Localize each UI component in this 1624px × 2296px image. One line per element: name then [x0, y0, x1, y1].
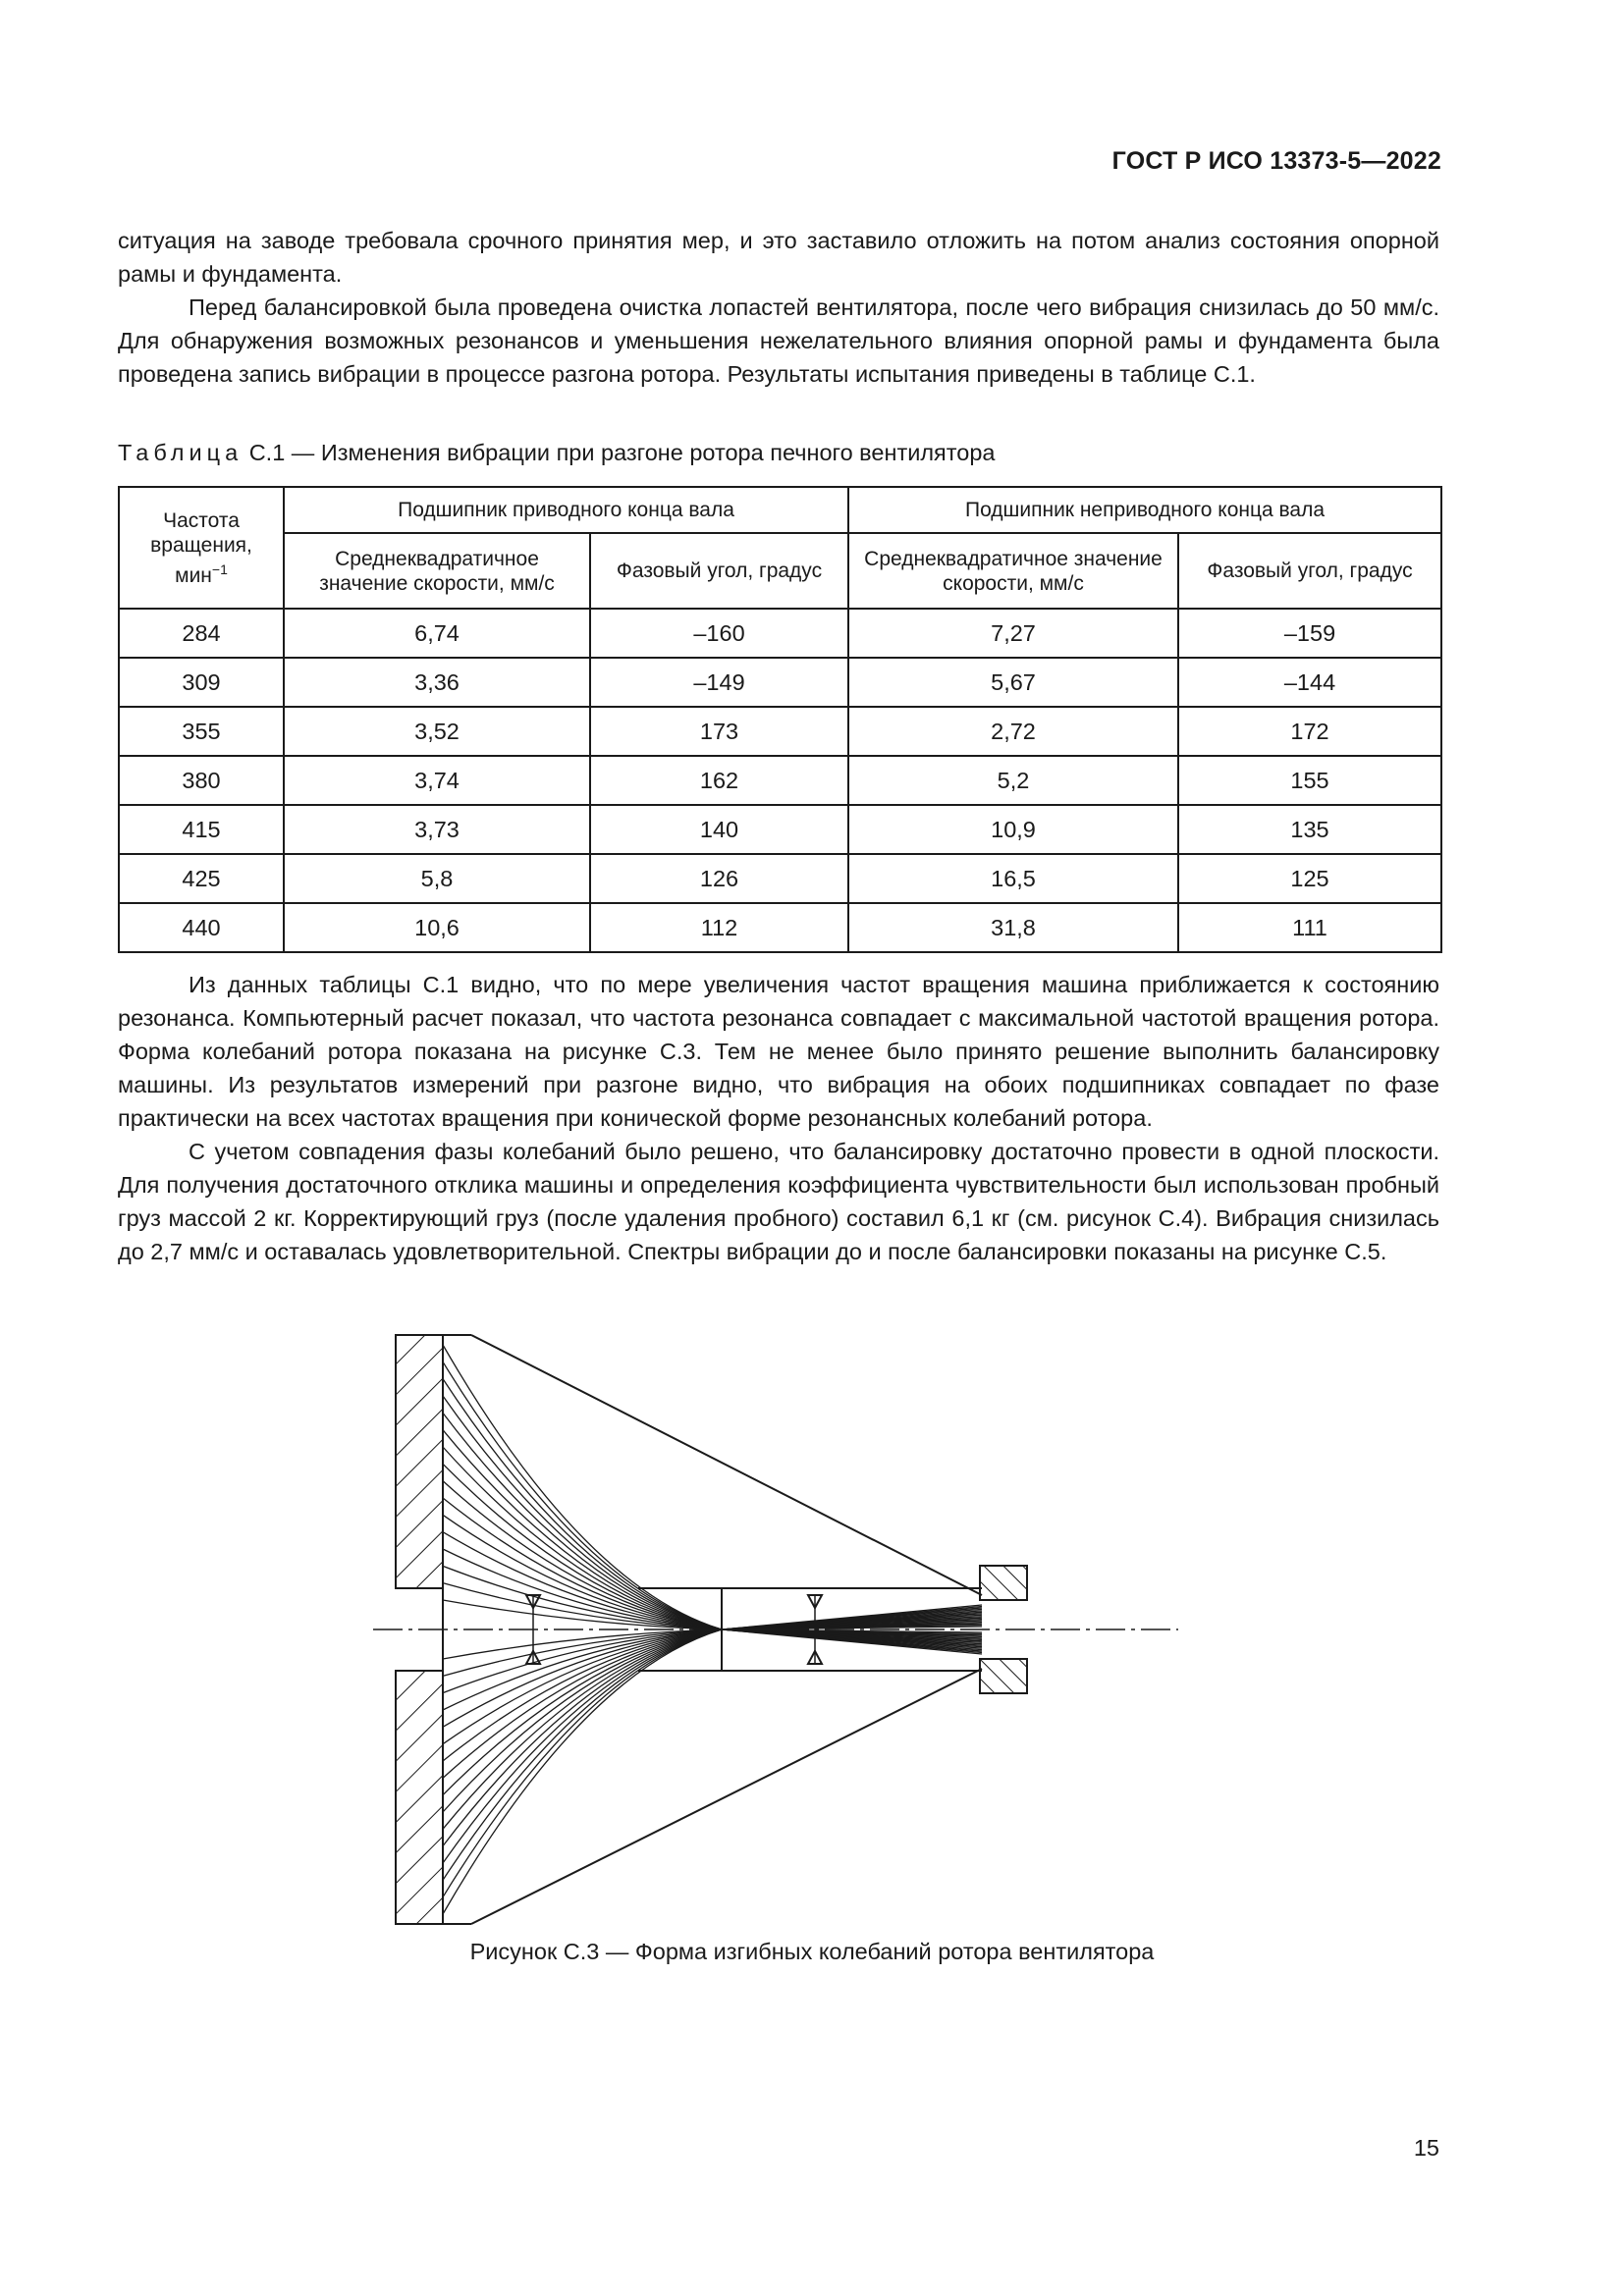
vibration-table — [118, 486, 1442, 953]
header-phase-nondrive: Фазовый угол, градус — [1178, 533, 1441, 609]
table-caption — [118, 440, 996, 466]
table-cell: –159 — [1178, 609, 1441, 658]
table-cell: 5,8 — [284, 854, 590, 903]
table-cell: 112 — [590, 903, 848, 952]
paragraph: С учетом совпадения фазы колебаний было решено, что балансировку достаточно провести в одной плоскости. Для получения достаточного отклика машины и определения коэффициента чувствительности был использован пробный груз массой 2 кг. Корректирующий груз (после удаления пробного) составил 6,1 кг (см. рисунок С.4). Вибрация снизилась до 2,7 мм/с и оставалась удовлетворительной. Спектры вибрации до и после балансировки показаны на рисунке С.5. — [118, 1139, 1439, 1264]
table-cell: 415 — [119, 805, 284, 854]
table-cell: 126 — [590, 854, 848, 903]
table-cell: 111 — [1178, 903, 1441, 952]
mode-curve — [443, 1629, 722, 1846]
table-caption-label: Таблица — [118, 440, 244, 465]
table-row — [119, 854, 1441, 903]
paragraph: Перед балансировкой была проведена очистка лопастей вентилятора, после чего вибрация снизилась до 50 мм/с. Для обнаружения возможных резонансов и уменьшения нежелательного влияния опорной рамы и фундамента была проведена запись вибрации в процессе разгона ротора. Результаты испытания приведены в таблице С.1. — [118, 294, 1439, 387]
paragraph: ситуация на заводе требовала срочного принятия мер, и это заставило отложить на потом анализ состояния опорной рамы и фундамента. — [118, 228, 1439, 287]
table-row — [119, 805, 1441, 854]
table-cell: 5,2 — [848, 756, 1178, 805]
mode-curve — [443, 1629, 722, 1795]
table-cell: 380 — [119, 756, 284, 805]
table-row — [119, 658, 1441, 707]
table-cell: 3,73 — [284, 805, 590, 854]
table-cell: –149 — [590, 658, 848, 707]
paragraphs-bottom — [118, 968, 1439, 1268]
table-row — [119, 903, 1441, 952]
table-cell: 16,5 — [848, 854, 1178, 903]
header-rms-nondrive: Среднеквадратичное значение скорости, мм/с — [848, 533, 1178, 609]
table-cell: –144 — [1178, 658, 1441, 707]
header-speed: Частота вращения, мин$^{-1}$ — [119, 487, 284, 609]
table-caption-text: С.1 — Изменения вибрации при разгоне ротора печного вентилятора — [248, 440, 996, 465]
table-row — [119, 756, 1441, 805]
mode-curve — [443, 1447, 722, 1629]
figure-caption: Рисунок С.3 — Форма изгибных колебаний ротора вентилятора — [469, 1939, 1155, 1964]
table-body — [119, 609, 1441, 952]
table-cell: 284 — [119, 609, 284, 658]
paragraphs-top — [118, 224, 1439, 391]
table-cell: 425 — [119, 854, 284, 903]
table-cell: 125 — [1178, 854, 1441, 903]
table-cell: 355 — [119, 707, 284, 756]
table-cell: 2,72 — [848, 707, 1178, 756]
table-cell: 10,9 — [848, 805, 1178, 854]
table-cell: 309 — [119, 658, 284, 707]
mode-curve — [443, 1413, 722, 1629]
mode-curve — [443, 1362, 722, 1629]
document-header: ГОСТ Р ИСО 13373-5—2022 — [1111, 147, 1441, 175]
table-cell: 172 — [1178, 707, 1441, 756]
header-nondrive-end: Подшипник неприводного конца вала — [848, 487, 1441, 533]
table-cell: 173 — [590, 707, 848, 756]
table-row — [119, 609, 1441, 658]
header-phase-drive: Фазовый угол, градус — [590, 533, 848, 609]
mode-curve — [443, 1464, 722, 1629]
table-row — [119, 707, 1441, 756]
table-cell: 3,36 — [284, 658, 590, 707]
mode-curve — [443, 1498, 722, 1629]
page-number: 15 — [1413, 2135, 1439, 2161]
mode-curve — [443, 1629, 722, 1812]
table-cell: 155 — [1178, 756, 1441, 805]
mode-curve — [443, 1629, 722, 1897]
header-drive-end: Подшипник приводного конца вала — [284, 487, 848, 533]
table-cell: 10,6 — [284, 903, 590, 952]
paragraph: Из данных таблицы С.1 видно, что по мере увеличения частот вращения машина приближается к состоянию резонанса. Компьютерный расчет показал, что частота резонанса совпадает с максимальной частотой вращения ротора. Форма колебаний ротора показана на рисунке С.3. Тем не менее было принято решение выполнить балансировку машины. Из результатов измерений при разгоне видно, что вибрация на обоих подшипниках совпадает по фазе практически на всех частотах вращения при конической форме резонансных колебаний ротора. — [118, 972, 1439, 1131]
table-cell: 162 — [590, 756, 848, 805]
table-cell: 7,27 — [848, 609, 1178, 658]
table-cell: 6,74 — [284, 609, 590, 658]
mode-curve — [443, 1629, 722, 1761]
table-cell: –160 — [590, 609, 848, 658]
table-cell: 135 — [1178, 805, 1441, 854]
table-cell: 3,74 — [284, 756, 590, 805]
header-rms-drive: Среднеквадратичное значение скорости, мм/с — [284, 533, 590, 609]
table-cell: 31,8 — [848, 903, 1178, 952]
table-cell: 140 — [590, 805, 848, 854]
rotor-mode-shape-figure — [373, 1325, 1178, 1934]
table-cell: 3,52 — [284, 707, 590, 756]
table-cell: 440 — [119, 903, 284, 952]
table-cell: 5,67 — [848, 658, 1178, 707]
